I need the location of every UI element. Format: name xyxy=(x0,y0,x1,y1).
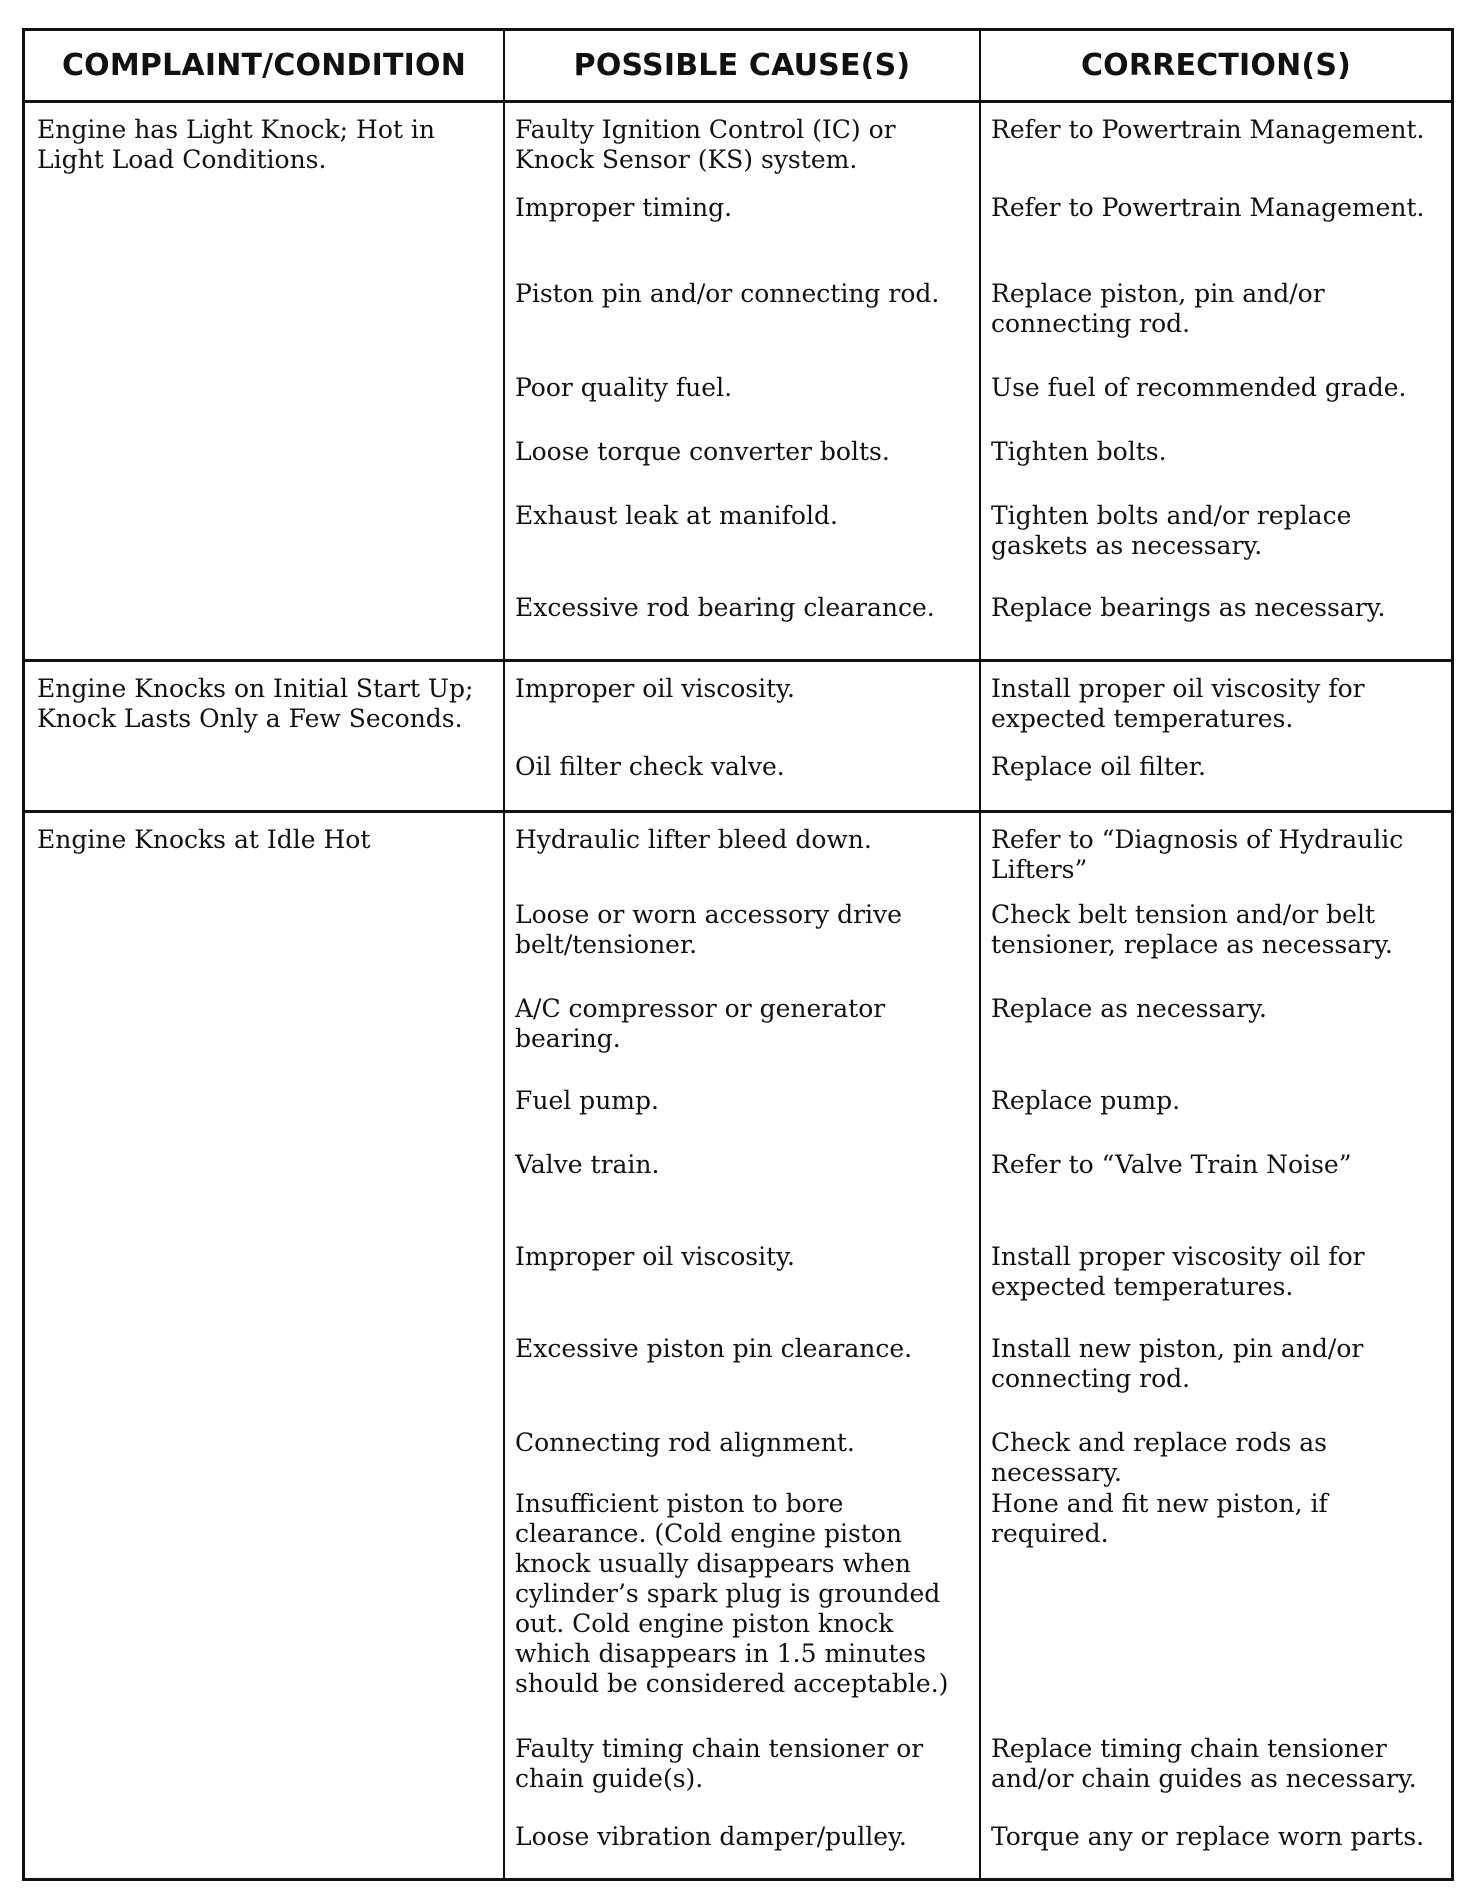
table-section xyxy=(25,103,1451,659)
table-section xyxy=(25,810,1451,1878)
correction-item: Check belt tension and/or belt tensioner, replace as necessary. xyxy=(991,900,1393,959)
correction-item: Use fuel of recommended grade. xyxy=(991,373,1407,402)
corrections-column xyxy=(979,103,1451,659)
cause-item: Improper oil viscosity. xyxy=(515,1242,795,1271)
causes-column xyxy=(503,103,979,659)
cause-item: Loose torque converter bolts. xyxy=(515,437,890,466)
corrections-column xyxy=(979,662,1451,810)
correction-item: Tighten bolts. xyxy=(991,437,1167,466)
cause-item: Connecting rod alignment. xyxy=(515,1428,855,1457)
complaint-cell: Engine has Light Knock; Hot in Light Load Conditions. xyxy=(37,115,435,174)
causes-column xyxy=(503,662,979,810)
correction-item: Install proper oil viscosity for expected temperatures. xyxy=(991,674,1365,733)
correction-item: Replace piston, pin and/or connecting rod. xyxy=(991,279,1325,338)
cause-item: Insufficient piston to bore clearance. (Cold engine piston knock usually disappears when cylinder’s spark plug is grounded out. Cold engine piston knock which disappears in 1.5 minutes should be considered acceptable.) xyxy=(515,1489,949,1698)
diagnosis-table xyxy=(22,28,1454,1881)
cause-item: Oil filter check valve. xyxy=(515,752,785,781)
correction-item: Hone and fit new piston, if required. xyxy=(991,1489,1328,1548)
header-correction: CORRECTION(S) xyxy=(979,31,1451,100)
correction-item: Install proper viscosity oil for expected temperatures. xyxy=(991,1242,1365,1301)
cause-item: Exhaust leak at manifold. xyxy=(515,501,838,530)
header-cause: POSSIBLE CAUSE(S) xyxy=(503,31,979,100)
correction-item: Refer to Powertrain Management. xyxy=(991,193,1425,222)
causes-column xyxy=(503,813,979,1878)
complaint-cell: Engine Knocks on Initial Start Up; Knock Lasts Only a Few Seconds. xyxy=(37,674,474,733)
cause-item: Hydraulic lifter bleed down. xyxy=(515,825,872,854)
cause-item: Fuel pump. xyxy=(515,1086,659,1115)
correction-item: Check and replace rods as necessary. xyxy=(991,1428,1327,1487)
correction-item: Refer to Powertrain Management. xyxy=(991,115,1425,144)
correction-item: Torque any or replace worn parts. xyxy=(991,1822,1425,1851)
cause-item: Improper timing. xyxy=(515,193,733,222)
complaint-cell: Engine Knocks at Idle Hot xyxy=(37,825,371,854)
correction-item: Replace pump. xyxy=(991,1086,1181,1115)
cause-item: Excessive piston pin clearance. xyxy=(515,1334,913,1363)
cause-item: Excessive rod bearing clearance. xyxy=(515,593,935,622)
corrections-column xyxy=(979,813,1451,1878)
correction-item: Replace as necessary. xyxy=(991,994,1267,1023)
cause-item: Piston pin and/or connecting rod. xyxy=(515,279,940,308)
table-header xyxy=(25,31,1451,103)
cause-item: Valve train. xyxy=(515,1150,660,1179)
cause-item: Loose vibration damper/pulley. xyxy=(515,1822,907,1851)
cause-item: Faulty Ignition Control (IC) or Knock Sensor (KS) system. xyxy=(515,115,896,174)
cause-item: Faulty timing chain tensioner or chain guide(s). xyxy=(515,1734,924,1793)
correction-item: Install new piston, pin and/or connecting rod. xyxy=(991,1334,1364,1393)
correction-item: Refer to “Valve Train Noise” xyxy=(991,1150,1352,1179)
correction-item: Replace bearings as necessary. xyxy=(991,593,1386,622)
cause-item: A/C compressor or generator bearing. xyxy=(515,994,886,1053)
correction-item: Refer to “Diagnosis of Hydraulic Lifters” xyxy=(991,825,1404,884)
correction-item: Tighten bolts and/or replace gaskets as necessary. xyxy=(991,501,1352,560)
correction-item: Replace timing chain tensioner and/or chain guides as necessary. xyxy=(991,1734,1417,1793)
cause-item: Loose or worn accessory drive belt/tensioner. xyxy=(515,900,902,959)
cause-item: Poor quality fuel. xyxy=(515,373,733,402)
cause-item: Improper oil viscosity. xyxy=(515,674,795,703)
header-complaint: COMPLAINT/CONDITION xyxy=(61,48,467,83)
correction-item: Replace oil filter. xyxy=(991,752,1206,781)
table-section xyxy=(25,659,1451,810)
